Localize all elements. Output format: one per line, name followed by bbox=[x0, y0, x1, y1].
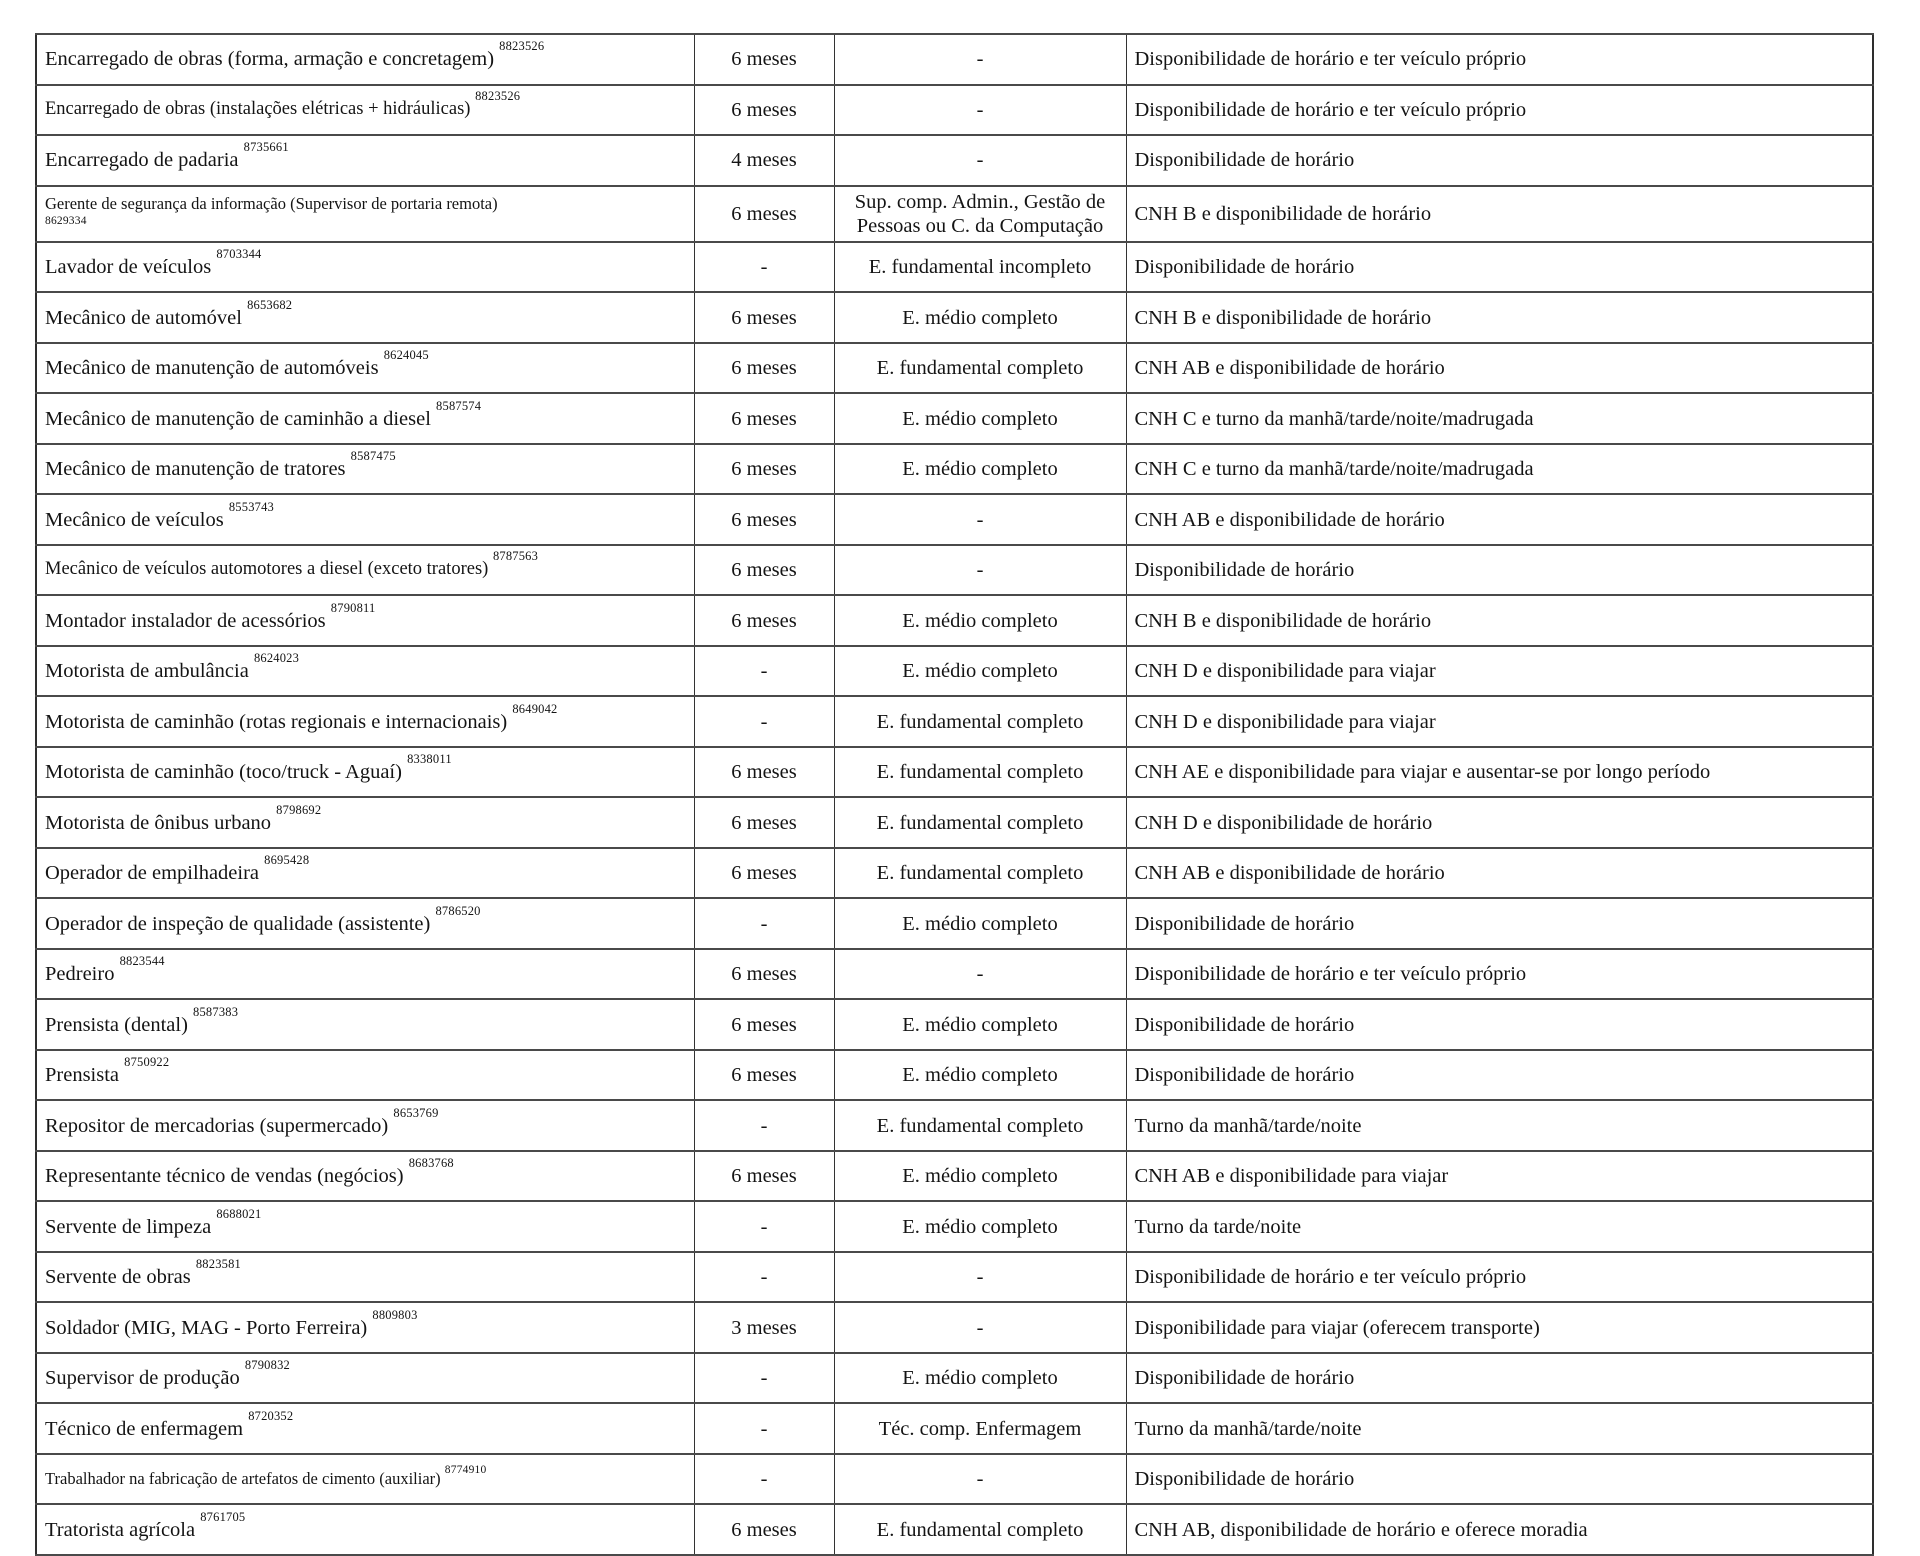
job-code: 8624045 bbox=[383, 348, 429, 363]
job-title-cell bbox=[36, 494, 694, 545]
table-row bbox=[36, 747, 1873, 798]
requirements-cell: CNH AB e disponibilidade de horário bbox=[1126, 494, 1873, 545]
education-cell: - bbox=[834, 1252, 1126, 1303]
job-title-cell bbox=[36, 1403, 694, 1454]
job-code: 8774910 bbox=[444, 1463, 487, 1476]
job-listings-table bbox=[35, 33, 1874, 1556]
experience-cell: 6 meses bbox=[694, 186, 834, 242]
job-title: Mecânico de manutenção de automóveis bbox=[45, 357, 379, 380]
education-cell: - bbox=[834, 949, 1126, 1000]
experience-cell: 6 meses bbox=[694, 1050, 834, 1101]
job-title-cell bbox=[36, 999, 694, 1050]
table-row bbox=[36, 444, 1873, 495]
table-row bbox=[36, 1403, 1873, 1454]
job-code: 8688021 bbox=[216, 1206, 262, 1221]
job-title: Encarregado de obras (forma, armação e concretagem) bbox=[45, 48, 495, 71]
job-title: Motorista de ônibus urbano bbox=[45, 811, 272, 834]
job-code: 8629334 bbox=[45, 215, 87, 228]
education-cell: - bbox=[834, 85, 1126, 136]
table-row bbox=[36, 797, 1873, 848]
job-code: 8587574 bbox=[436, 398, 482, 413]
education-cell: Téc. comp. Enfermagem bbox=[834, 1403, 1126, 1454]
table-row bbox=[36, 1151, 1873, 1202]
table-row bbox=[36, 696, 1873, 747]
requirements-cell: Disponibilidade de horário e ter veículo próprio bbox=[1126, 34, 1873, 85]
experience-cell: - bbox=[694, 1252, 834, 1303]
job-code: 8823581 bbox=[195, 1257, 242, 1272]
requirements-cell: CNH AB e disponibilidade de horário bbox=[1126, 848, 1873, 899]
requirements-cell: Disponibilidade de horário e ter veículo próprio bbox=[1126, 85, 1873, 136]
education-cell: E. médio completo bbox=[834, 393, 1126, 444]
table-row bbox=[36, 1201, 1873, 1252]
job-code: 8798692 bbox=[276, 802, 322, 817]
job-title-cell bbox=[36, 1252, 694, 1303]
experience-cell: 6 meses bbox=[694, 949, 834, 1000]
job-title-cell bbox=[36, 1201, 694, 1252]
experience-cell: - bbox=[694, 1201, 834, 1252]
education-cell: E. médio completo bbox=[834, 1151, 1126, 1202]
job-title: Servente de limpeza bbox=[45, 1215, 212, 1238]
requirements-cell: Disponibilidade de horário e ter veículo próprio bbox=[1126, 1252, 1873, 1303]
job-code: 8786520 bbox=[435, 903, 481, 918]
job-code: 8653769 bbox=[393, 1105, 439, 1120]
job-code: 8553743 bbox=[228, 499, 275, 514]
job-title-cell bbox=[36, 444, 694, 495]
job-title-cell bbox=[36, 1504, 694, 1555]
education-cell: E. médio completo bbox=[834, 1353, 1126, 1404]
experience-cell: 6 meses bbox=[694, 494, 834, 545]
job-code: 8338011 bbox=[407, 752, 452, 767]
education-cell: - bbox=[834, 1302, 1126, 1353]
experience-cell: - bbox=[694, 898, 834, 949]
job-title: Motorista de caminhão (rotas regionais e internacionais) bbox=[45, 710, 508, 733]
job-title-cell bbox=[36, 696, 694, 747]
job-code: 8703344 bbox=[216, 247, 262, 262]
requirements-cell: CNH B e disponibilidade de horário bbox=[1126, 186, 1873, 242]
requirements-cell: CNH B e disponibilidade de horário bbox=[1126, 292, 1873, 343]
table-row bbox=[36, 393, 1873, 444]
requirements-cell: CNH C e turno da manhã/tarde/noite/madrugada bbox=[1126, 393, 1873, 444]
job-code: 8823526 bbox=[499, 39, 545, 54]
job-title: Representante técnico de vendas (negócios) bbox=[45, 1165, 404, 1188]
experience-cell: 6 meses bbox=[694, 999, 834, 1050]
table-row bbox=[36, 1050, 1873, 1101]
table-row bbox=[36, 646, 1873, 697]
job-title-cell bbox=[36, 747, 694, 798]
job-code: 8787563 bbox=[492, 549, 539, 564]
job-title: Tratorista agrícola bbox=[45, 1518, 196, 1541]
experience-cell: - bbox=[694, 1100, 834, 1151]
requirements-cell: CNH B e disponibilidade de horário bbox=[1126, 595, 1873, 646]
requirements-cell: Disponibilidade de horário bbox=[1126, 898, 1873, 949]
job-title: Motorista de caminhão (toco/truck - Aguaí) bbox=[45, 761, 402, 784]
job-title: Mecânico de manutenção de caminhão a diesel bbox=[45, 407, 431, 430]
table-row bbox=[36, 1252, 1873, 1303]
experience-cell: 4 meses bbox=[694, 135, 834, 186]
education-cell: - bbox=[834, 34, 1126, 85]
job-title-cell bbox=[36, 343, 694, 394]
experience-cell: - bbox=[694, 646, 834, 697]
education-cell: E. médio completo bbox=[834, 292, 1126, 343]
table-row bbox=[36, 1504, 1873, 1555]
requirements-cell: Disponibilidade de horário bbox=[1126, 135, 1873, 186]
job-title-cell bbox=[36, 135, 694, 186]
job-title: Operador de empilhadeira bbox=[45, 862, 260, 885]
job-code: 8761705 bbox=[200, 1509, 246, 1524]
job-title-cell bbox=[36, 848, 694, 899]
education-cell: E. médio completo bbox=[834, 1201, 1126, 1252]
experience-cell: 6 meses bbox=[694, 393, 834, 444]
job-title-cell bbox=[36, 646, 694, 697]
job-code: 8653682 bbox=[247, 297, 293, 312]
education-cell: E. médio completo bbox=[834, 646, 1126, 697]
experience-cell: - bbox=[694, 1353, 834, 1404]
job-code: 8683768 bbox=[408, 1156, 454, 1171]
table-row bbox=[36, 1100, 1873, 1151]
education-cell: Sup. comp. Admin., Gestão de Pessoas ou C. da Computação bbox=[834, 186, 1126, 242]
job-title: Mecânico de automóvel bbox=[45, 306, 242, 329]
job-title: Prensista (dental) bbox=[45, 1013, 188, 1036]
requirements-cell: Disponibilidade de horário bbox=[1126, 1353, 1873, 1404]
job-title: Lavador de veículos bbox=[45, 256, 212, 279]
job-title-cell bbox=[36, 1353, 694, 1404]
education-cell: E. fundamental completo bbox=[834, 848, 1126, 899]
experience-cell: 6 meses bbox=[694, 1504, 834, 1555]
experience-cell: 6 meses bbox=[694, 85, 834, 136]
job-title: Operador de inspeção de qualidade (assistente) bbox=[45, 912, 431, 935]
job-title-cell bbox=[36, 1454, 694, 1505]
job-title: Gerente de segurança da informação (Supervisor de portaria remota) bbox=[45, 194, 498, 214]
job-title-cell bbox=[36, 595, 694, 646]
table-row bbox=[36, 85, 1873, 136]
job-title: Repositor de mercadorias (supermercado) bbox=[45, 1114, 389, 1137]
job-title: Prensista bbox=[45, 1064, 120, 1087]
job-title: Servente de obras bbox=[45, 1266, 191, 1289]
table-row bbox=[36, 848, 1873, 899]
job-code: 8750922 bbox=[124, 1055, 170, 1070]
experience-cell: 6 meses bbox=[694, 595, 834, 646]
job-title: Técnico de enfermagem bbox=[45, 1417, 244, 1440]
requirements-cell: Disponibilidade de horário e ter veículo próprio bbox=[1126, 949, 1873, 1000]
job-title: Trabalhador na fabricação de artefatos de cimento (auxiliar) bbox=[45, 1469, 441, 1489]
job-title: Encarregado de padaria bbox=[45, 149, 239, 172]
table-row bbox=[36, 999, 1873, 1050]
experience-cell: 6 meses bbox=[694, 292, 834, 343]
job-title: Montador instalador de acessórios bbox=[45, 609, 326, 632]
requirements-cell: Disponibilidade de horário bbox=[1126, 999, 1873, 1050]
job-title-cell bbox=[36, 949, 694, 1000]
job-code: 8624023 bbox=[253, 651, 300, 666]
education-cell: E. fundamental completo bbox=[834, 747, 1126, 798]
education-cell: E. fundamental completo bbox=[834, 1100, 1126, 1151]
requirements-cell: Turno da tarde/noite bbox=[1126, 1201, 1873, 1252]
jobs-table-body bbox=[36, 34, 1873, 1555]
job-title-cell bbox=[36, 1050, 694, 1101]
experience-cell: 6 meses bbox=[694, 848, 834, 899]
education-cell: E. fundamental completo bbox=[834, 797, 1126, 848]
requirements-cell: Disponibilidade de horário bbox=[1126, 1454, 1873, 1505]
job-title: Mecânico de veículos automotores a diesel (exceto tratores) bbox=[45, 559, 489, 580]
job-title-cell bbox=[36, 1302, 694, 1353]
experience-cell: - bbox=[694, 696, 834, 747]
job-code: 8649042 bbox=[512, 701, 558, 716]
job-title: Supervisor de produção bbox=[45, 1367, 240, 1390]
education-cell: - bbox=[834, 135, 1126, 186]
education-cell: E. fundamental incompleto bbox=[834, 242, 1126, 293]
experience-cell: 6 meses bbox=[694, 34, 834, 85]
requirements-cell: Turno da manhã/tarde/noite bbox=[1126, 1403, 1873, 1454]
table-row bbox=[36, 545, 1873, 596]
job-title-cell bbox=[36, 898, 694, 949]
table-row bbox=[36, 595, 1873, 646]
job-title: Mecânico de veículos bbox=[45, 508, 224, 531]
education-cell: E. médio completo bbox=[834, 1050, 1126, 1101]
requirements-cell: Disponibilidade de horário bbox=[1126, 1050, 1873, 1101]
education-cell: - bbox=[834, 494, 1126, 545]
requirements-cell: CNH AB e disponibilidade de horário bbox=[1126, 343, 1873, 394]
requirements-cell: Disponibilidade para viajar (oferecem transporte) bbox=[1126, 1302, 1873, 1353]
table-row bbox=[36, 186, 1873, 242]
job-code: 8809803 bbox=[372, 1307, 418, 1322]
requirements-cell: CNH AE e disponibilidade para viajar e ausentar-se por longo período bbox=[1126, 747, 1873, 798]
job-code: 8587475 bbox=[350, 449, 396, 464]
experience-cell: 6 meses bbox=[694, 747, 834, 798]
table-row bbox=[36, 34, 1873, 85]
education-cell: E. médio completo bbox=[834, 595, 1126, 646]
job-code: 8720352 bbox=[248, 1408, 294, 1423]
requirements-cell: Turno da manhã/tarde/noite bbox=[1126, 1100, 1873, 1151]
job-code: 8790811 bbox=[330, 600, 376, 615]
job-code: 8790832 bbox=[244, 1358, 290, 1373]
table-row bbox=[36, 1454, 1873, 1505]
table-row bbox=[36, 898, 1873, 949]
table-row bbox=[36, 135, 1873, 186]
table-row bbox=[36, 292, 1873, 343]
experience-cell: - bbox=[694, 1403, 834, 1454]
education-cell: - bbox=[834, 1454, 1126, 1505]
requirements-cell: CNH AB e disponibilidade para viajar bbox=[1126, 1151, 1873, 1202]
table-row bbox=[36, 1302, 1873, 1353]
education-cell: E. fundamental completo bbox=[834, 1504, 1126, 1555]
job-title-cell bbox=[36, 186, 694, 242]
job-title-cell bbox=[36, 242, 694, 293]
table-row bbox=[36, 1353, 1873, 1404]
job-title: Motorista de ambulância bbox=[45, 660, 249, 683]
requirements-cell: CNH D e disponibilidade para viajar bbox=[1126, 696, 1873, 747]
experience-cell: 3 meses bbox=[694, 1302, 834, 1353]
experience-cell: 6 meses bbox=[694, 444, 834, 495]
job-title: Mecânico de manutenção de tratores bbox=[45, 458, 346, 481]
job-title: Encarregado de obras (instalações elétricas + hidráulicas) bbox=[45, 98, 471, 119]
experience-cell: 6 meses bbox=[694, 545, 834, 596]
job-title-cell bbox=[36, 797, 694, 848]
job-title-cell bbox=[36, 292, 694, 343]
job-code: 8587383 bbox=[193, 1004, 239, 1019]
table-row bbox=[36, 343, 1873, 394]
job-title-cell bbox=[36, 1151, 694, 1202]
requirements-cell: CNH D e disponibilidade de horário bbox=[1126, 797, 1873, 848]
requirements-cell: CNH C e turno da manhã/tarde/noite/madrugada bbox=[1126, 444, 1873, 495]
job-title-cell bbox=[36, 393, 694, 444]
requirements-cell: Disponibilidade de horário bbox=[1126, 545, 1873, 596]
job-title-cell bbox=[36, 545, 694, 596]
job-code: 8695428 bbox=[264, 853, 310, 868]
experience-cell: - bbox=[694, 242, 834, 293]
requirements-cell: Disponibilidade de horário bbox=[1126, 242, 1873, 293]
education-cell: E. médio completo bbox=[834, 898, 1126, 949]
job-title: Pedreiro bbox=[45, 963, 115, 986]
job-code: 8823544 bbox=[119, 954, 165, 969]
job-code: 8823526 bbox=[475, 88, 521, 103]
job-title-cell bbox=[36, 1100, 694, 1151]
education-cell: E. médio completo bbox=[834, 444, 1126, 495]
requirements-cell: CNH AB, disponibilidade de horário e oferece moradia bbox=[1126, 1504, 1873, 1555]
job-code: 8735661 bbox=[243, 140, 289, 155]
education-cell: E. fundamental completo bbox=[834, 696, 1126, 747]
experience-cell: 6 meses bbox=[694, 797, 834, 848]
requirements-cell: CNH D e disponibilidade para viajar bbox=[1126, 646, 1873, 697]
table-row bbox=[36, 242, 1873, 293]
experience-cell: 6 meses bbox=[694, 343, 834, 394]
education-cell: E. fundamental completo bbox=[834, 343, 1126, 394]
job-title-cell bbox=[36, 34, 694, 85]
education-cell: - bbox=[834, 545, 1126, 596]
job-title-cell bbox=[36, 85, 694, 136]
table-row bbox=[36, 494, 1873, 545]
education-cell: E. médio completo bbox=[834, 999, 1126, 1050]
experience-cell: - bbox=[694, 1454, 834, 1505]
job-title: Soldador (MIG, MAG - Porto Ferreira) bbox=[45, 1316, 368, 1339]
experience-cell: 6 meses bbox=[694, 1151, 834, 1202]
table-row bbox=[36, 949, 1873, 1000]
